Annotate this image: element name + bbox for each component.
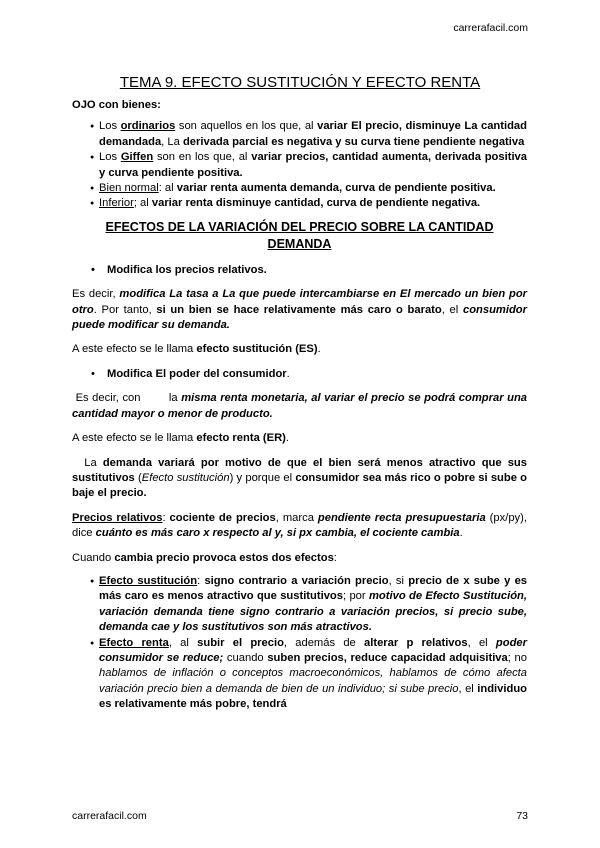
list-item-efecto-sustitucion xyxy=(72,574,527,636)
list-item-inferior xyxy=(72,196,527,211)
section-heading xyxy=(72,219,527,253)
paragraph-precios-relativos xyxy=(72,511,527,542)
paragraph-es xyxy=(72,342,527,357)
text: consumidor puede modificar su demanda. xyxy=(72,303,527,332)
text: variar precios, cantidad aumenta, derivada positiva y curva pendiente positiva. xyxy=(99,151,527,179)
text: . xyxy=(459,527,463,540)
text: , además de xyxy=(283,636,365,649)
text: La xyxy=(72,456,103,469)
text: Efecto sustitución xyxy=(141,471,230,484)
term-bien-normal: Bien normal xyxy=(99,182,159,195)
text: : xyxy=(333,551,337,564)
term-ordinarios: ordinarios xyxy=(120,120,176,133)
text: , si xyxy=(388,574,409,587)
text: modifica La tasa a La que puede intercambiarse en El mercado un bien por otro xyxy=(72,288,528,316)
text: . Por tanto, xyxy=(93,303,157,316)
text: Los xyxy=(99,151,121,164)
text: : xyxy=(197,574,205,587)
text: misma renta monetaria, al variar el precio se podrá comprar una cantidad mayor o menor de producto. xyxy=(72,392,531,420)
paragraph-es-decir-2 xyxy=(72,391,531,422)
term-efecto-sustitucion: Efecto sustitución xyxy=(99,574,198,587)
text: . xyxy=(317,343,321,356)
header-site[interactable]: carrerafacil.com xyxy=(453,22,528,34)
text: variar renta aumenta demanda, curva de pendiente positiva. xyxy=(176,182,496,195)
text: , el xyxy=(458,682,478,695)
text: hablamos de inflación o conceptos macroeconómicos, hablamos de cómo afecta variación precio bien a demanda de bien de un individuo; si sube precio xyxy=(99,667,527,695)
text: cambia precio provoca estos dos efectos xyxy=(114,551,334,564)
paragraph-cuando xyxy=(72,551,527,566)
text: individuo es relativamente más pobre, tendrá xyxy=(99,682,527,711)
text: : xyxy=(162,511,170,524)
text: alterar p relativos xyxy=(364,636,468,649)
section-heading-text: EFECTOS DE LA VARIACIÓN DEL PRECIO SOBRE LA CANTIDAD DEMANDA xyxy=(105,219,494,251)
page-title-text: TEMA 9. EFECTO SUSTITUCIÓN Y EFECTO RENTA xyxy=(119,74,481,91)
term-efecto-renta: Efecto renta xyxy=(99,636,169,649)
text: cuánto es más caro x respecto al y, si px cambia, el cociente cambia xyxy=(95,527,460,540)
list-item-ordinarios xyxy=(72,119,527,150)
text: motivo de Efecto Sustitución, variación demanda tiene signo contrario a variación precios, si precio sube, demanda cae y los sustitutivos son más atractivos. xyxy=(99,590,527,634)
text: Cuando xyxy=(72,551,115,564)
effects-list xyxy=(72,574,527,713)
paragraph-es-decir-1 xyxy=(72,287,527,333)
text: Modifica El poder del consumidor xyxy=(107,367,287,380)
text: demanda variará por motivo de que el bien será menos atractivo que sus sustitutivos xyxy=(72,456,531,484)
text: variar El precio, disminuye La cantidad demandada xyxy=(99,120,527,148)
text: Es decir, xyxy=(72,288,120,301)
text: ; al xyxy=(133,197,152,210)
text: si un bien se hace relativamente más caro o barato xyxy=(156,303,442,316)
item-poder-consumidor xyxy=(72,367,527,382)
text: ( xyxy=(134,471,142,484)
text: subir el precio xyxy=(197,636,284,649)
term-inferior: Inferior xyxy=(99,197,134,210)
text: . xyxy=(286,367,290,380)
text: ) y porque el xyxy=(229,471,296,484)
term-precios-relativos: Precios relativos xyxy=(72,511,163,524)
paragraph-er xyxy=(72,431,527,446)
text: A este efecto se le llama xyxy=(72,432,197,445)
text: Los xyxy=(99,120,121,133)
goods-list xyxy=(72,119,527,211)
text: consumidor sea más rico o pobre si sube o baje el precio. xyxy=(72,471,531,500)
text: , el xyxy=(467,636,496,649)
page-title xyxy=(0,74,600,91)
text: son en los que, al xyxy=(153,151,252,164)
ojo-label: OJO con bienes: xyxy=(72,99,161,111)
item-precios-relativos: • Modifica los precios relativos. xyxy=(72,263,527,278)
text: efecto sustitución (ES) xyxy=(196,343,318,356)
list-item-giffen xyxy=(72,150,527,181)
text: : al xyxy=(158,182,177,195)
text: A este efecto se le llama xyxy=(72,343,197,356)
text: cociente de precios xyxy=(169,511,276,524)
text: (px/py), dice xyxy=(72,511,527,540)
page-number: 73 xyxy=(516,810,528,822)
text: , al xyxy=(168,636,198,649)
text: son aquellos en los que, al xyxy=(175,120,318,133)
text: . xyxy=(285,432,290,445)
text: precio de x sube y es más caro es menos atractivo que sustitutivos xyxy=(99,574,528,603)
list-item-bien-normal xyxy=(72,181,527,196)
text: poder consumidor se reduce; xyxy=(99,636,527,664)
text: pendiente recta presupuestaria xyxy=(317,511,486,524)
text: derivada parcial es negativa y su curva tiene pendiente negativa xyxy=(182,135,525,148)
text: suben precios, reduce capacidad adquisitiva xyxy=(267,651,508,664)
text: Es decir, con la xyxy=(72,392,182,405)
paragraph-demanda xyxy=(72,456,531,502)
text: ; no xyxy=(507,651,527,664)
text: , La xyxy=(161,135,183,148)
footer-site[interactable]: carrerafacil.com xyxy=(72,810,147,822)
text: , marca xyxy=(275,511,318,524)
term-giffen: Giffen xyxy=(120,151,154,164)
text: signo contrario a variación precio xyxy=(204,574,389,587)
list-item-efecto-renta xyxy=(72,636,527,713)
text: variar renta disminuye cantidad, curva de pendiente negativa. xyxy=(151,197,481,210)
text: , el xyxy=(441,303,463,316)
text: ; por xyxy=(342,590,369,603)
content xyxy=(72,98,531,713)
text: efecto renta (ER) xyxy=(196,432,286,445)
text: cuando xyxy=(223,651,268,664)
